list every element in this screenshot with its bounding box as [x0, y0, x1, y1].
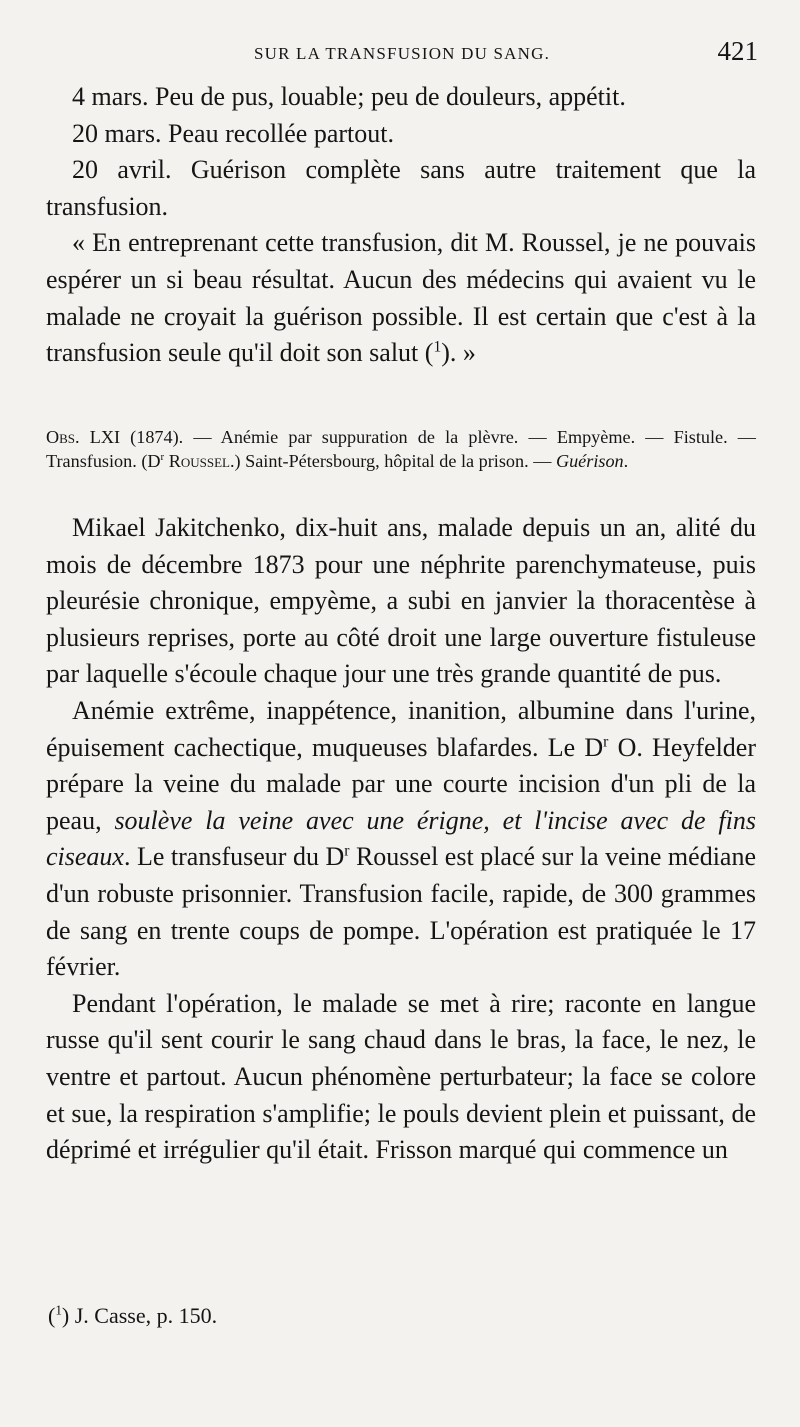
paragraph-march-4: 4 mars. Peu de pus, louable; peu de douleurs, appétit.: [72, 82, 626, 111]
case-text: [46, 510, 756, 1169]
dr-sup-2: r: [344, 842, 350, 860]
paragraph-patient: Mikael Jakitchenko, dix-huit ans, malade depuis un an, alité du mois de décembre 1873 pour une néphrite parenchymateuse, puis pleurésie chronique, empyème, a subi en janvier la thoracentèse à plusieurs reprises, porte au côté droit une large ouverture fistuleuse par laquelle s'écoule chaque jour une très grande quantité de pus.: [46, 513, 756, 689]
paragraph-operation: Pendant l'opération, le malade se met à rire; raconte en langue russe qu'il sent courir le sang chaud dans le bras, la face, le nez, le ventre et partout. Aucun phénomène perturbateur; la face se colore et sue, la respiration s'amplifie; le pouls devient plein et puissant, de déprimé et irrégulier qu'il était. Frisson marqué qui commence un: [46, 988, 756, 1165]
paragraph-procedure: [46, 693, 756, 986]
footnote-ref: 1: [433, 338, 442, 356]
observation-end: .: [623, 451, 629, 471]
paragraph-april-20: 20 avril. Guérison complète sans autre traitement que la transfusion.: [46, 155, 756, 221]
procedure-text-b: O. Heyfelder prépare la veine du malade par une courte incision d'un pli de la peau,: [46, 732, 756, 835]
procedure-italic: soulève la veine avec une érigne, et l'incise avec de fins ciseaux: [46, 805, 756, 872]
dr-sup-1: r: [603, 732, 609, 750]
observation-outcome: Guérison: [555, 451, 624, 471]
paragraph-roussel-quote: [46, 225, 756, 371]
observation-author: Roussel: [168, 451, 230, 471]
observation-text-1: (1874). — Anémie par suppuration de la plèvre. — Empyème. — Fistule. — Transfusion. (D: [46, 427, 756, 471]
dr-sup: r: [160, 450, 165, 463]
observation-heading: [46, 425, 756, 473]
page-number: 421: [717, 36, 758, 66]
running-head: [46, 36, 758, 76]
running-title: SUR LA TRANSFUSION DU SANG.: [253, 44, 551, 63]
footnote-text: J. Casse, p. 150.: [69, 1303, 218, 1328]
footnote-marker: 1: [55, 1302, 62, 1318]
procedure-text-a: Anémie extrême, inappétence, inanition, albumine dans l'urine, épuisement cachectique, muqueuses blafardes. Le D: [46, 695, 756, 762]
observation-label: Obs. LXI: [46, 427, 121, 447]
paragraph-march-20: 20 mars. Peau recollée partout.: [72, 118, 394, 148]
quote-end: ). »: [441, 338, 476, 368]
procedure-text-c: . Le transfuseur du D: [123, 842, 345, 872]
procedure-text-d: Roussel est placé sur la veine médiane d'un robuste prisonnier. Transfusion facile, rapide, de 300 grammes de sang en trente coups de pompe. L'opération est pratiquée le 17 février.: [46, 842, 756, 982]
footnote: ($^1$) J. Casse, p. 150.: [48, 1302, 218, 1328]
quote-text: « En entreprenant cette transfusion, dit M. Roussel, je ne pouvais espérer un si beau résultat. Aucun des médecins qui avaient vu le malade ne croyait la guérison possible. Il est certain que c'est à la transfusion seule qu'il doit son salut (: [46, 228, 756, 368]
intro-text: [46, 79, 756, 372]
observation-text-2: .) Saint-Pétersbourg, hôpital de la prison. —: [229, 451, 556, 471]
